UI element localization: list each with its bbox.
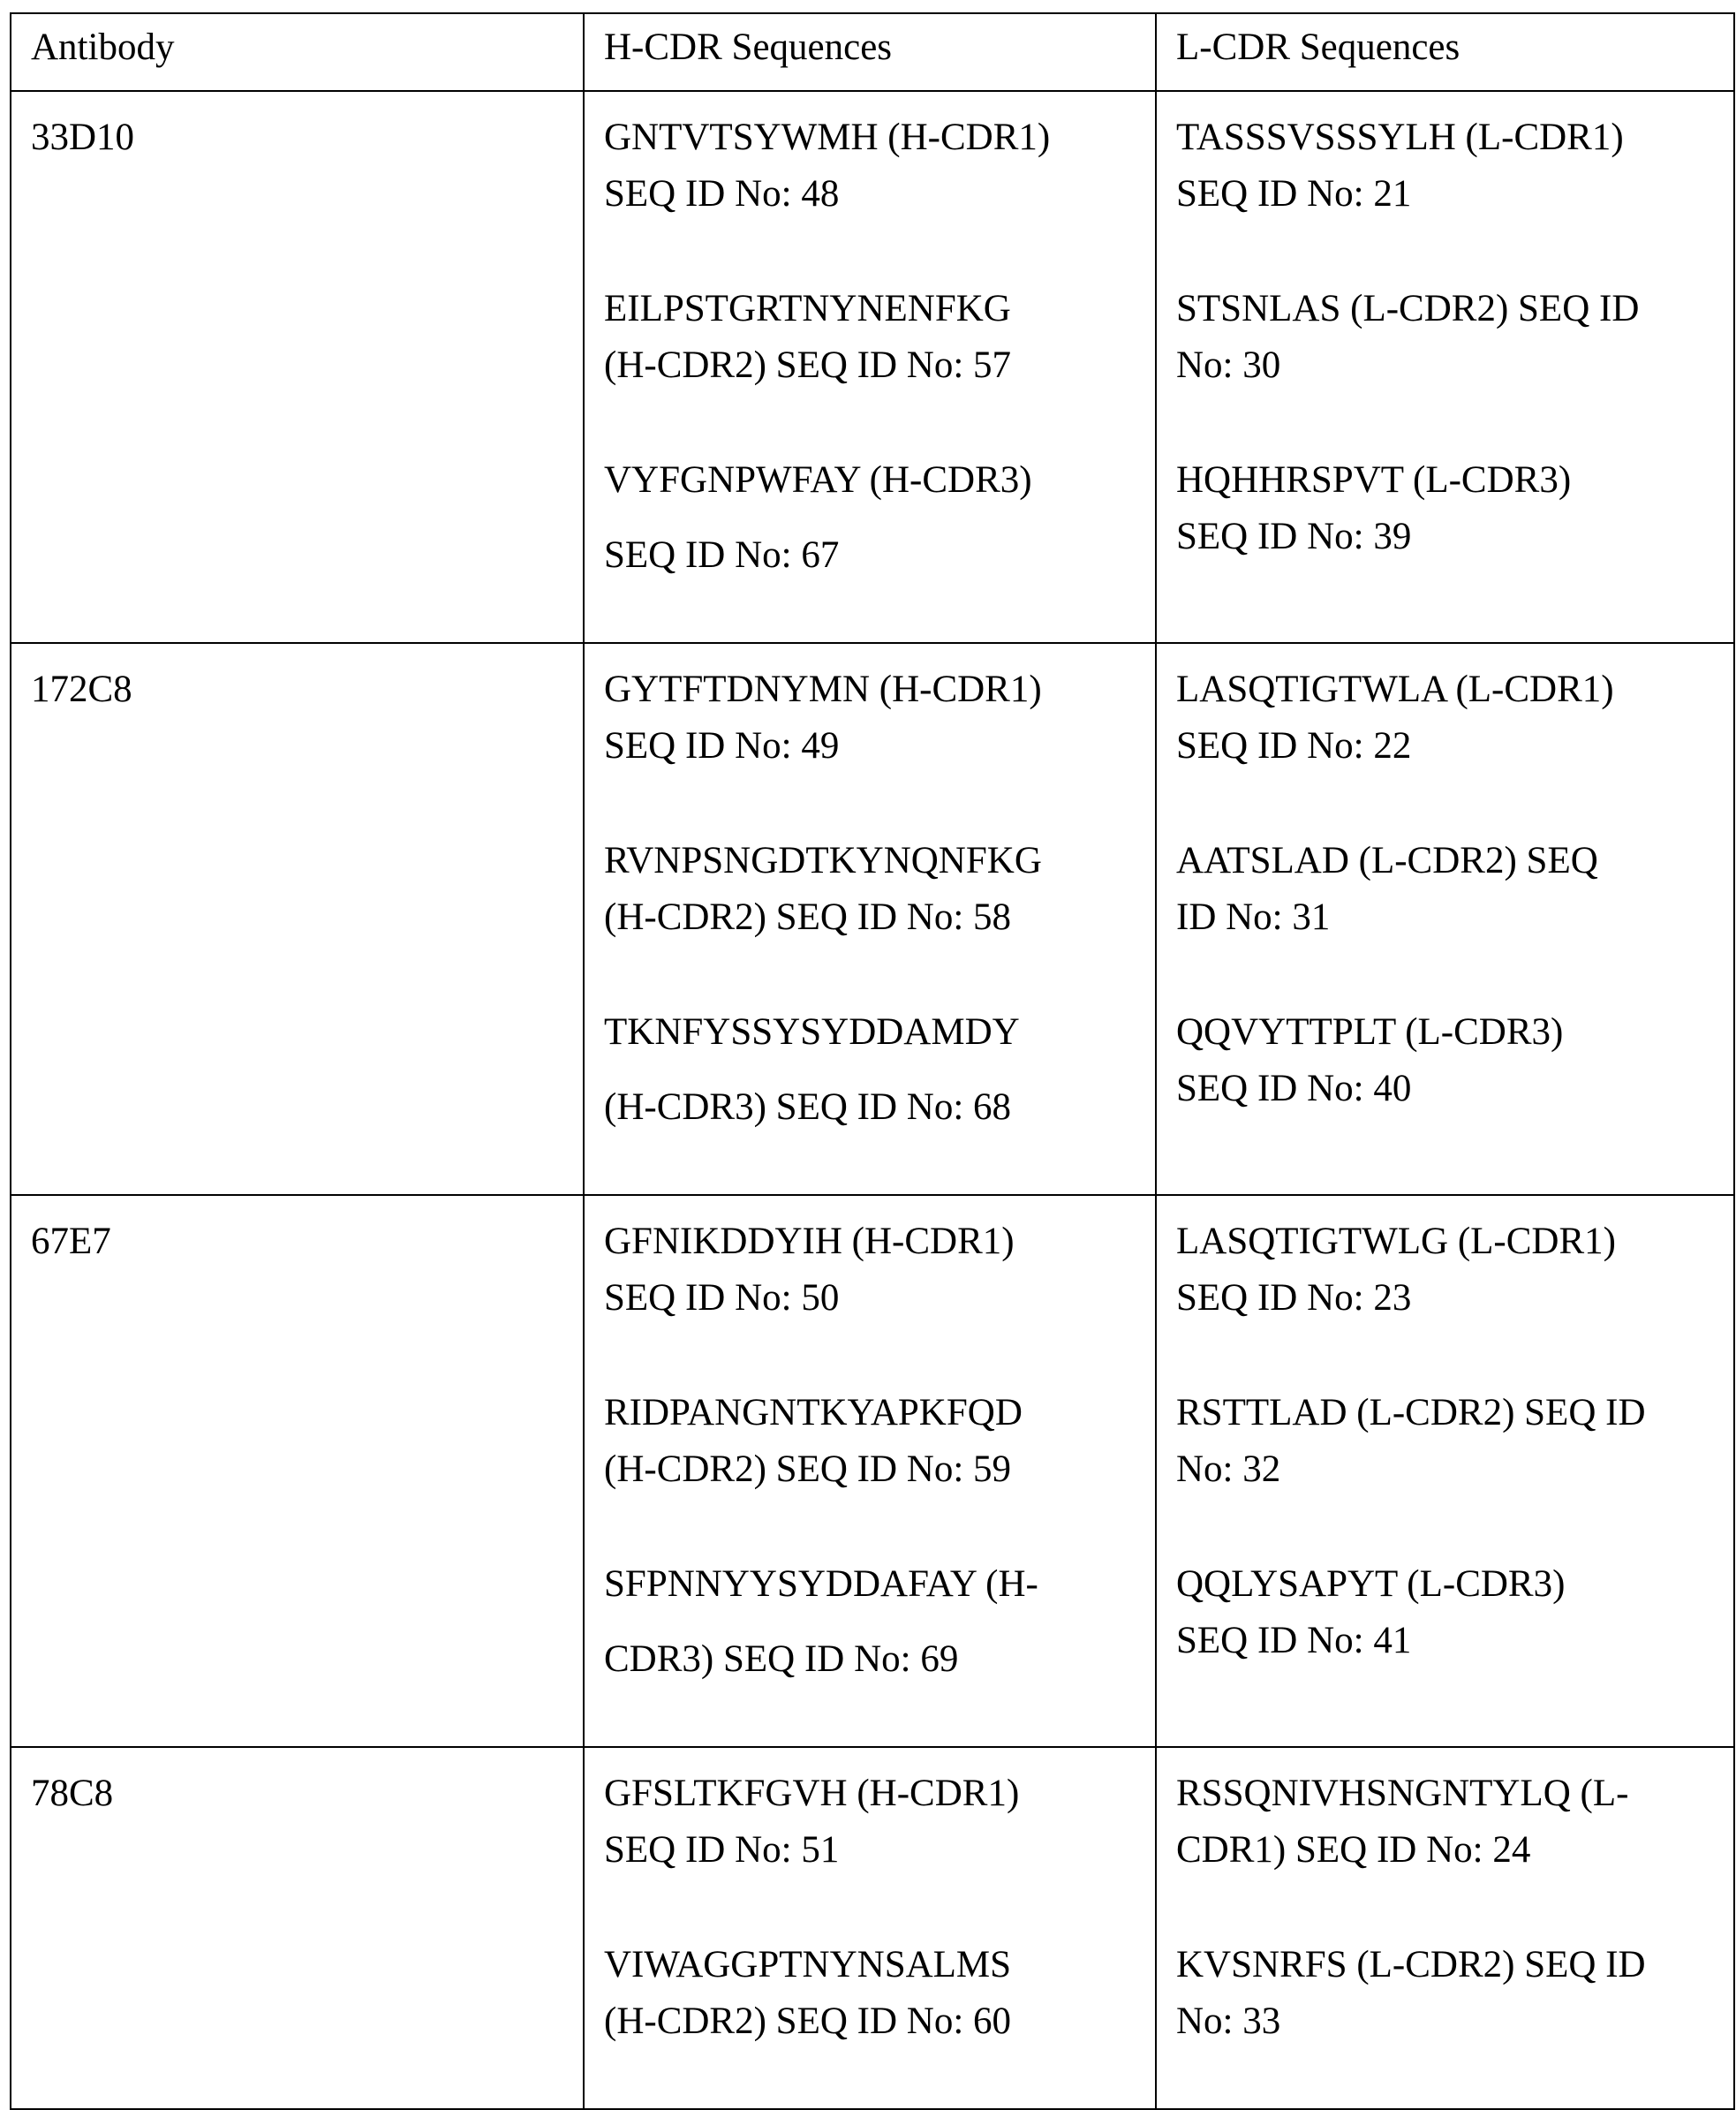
cdr-line: SEQ ID No: 23: [1176, 1270, 1733, 1327]
cdr-entry: [1176, 1004, 1733, 1117]
cdr-line: SEQ ID No: 67: [604, 527, 1155, 584]
cdr-line: No: 30: [1176, 337, 1733, 394]
cdr-entry: [604, 110, 1155, 223]
cdr-line: CDR3) SEQ ID No: 69: [604, 1631, 1155, 1688]
table-row: [11, 1747, 1734, 2109]
cdr-line: EILPSTGRTNYNENFKG: [604, 281, 1155, 337]
cdr-line: RIDPANGNTKYAPKFQD: [604, 1385, 1155, 1441]
cdr-entry: [1176, 110, 1733, 223]
cdr-line: VYFGNPWFAY (H-CDR3): [604, 452, 1155, 509]
cdr-line: RVNPSNGDTKYNQNFKG: [604, 833, 1155, 889]
l-cdr-cell: [1156, 1195, 1734, 1747]
cdr-line: SEQ ID No: 41: [1176, 1613, 1733, 1669]
cdr-entry: [1176, 281, 1733, 394]
cdr-line: SEQ ID No: 40: [1176, 1061, 1733, 1117]
cdr-entry: [1176, 1385, 1733, 1498]
cdr-line: (H-CDR3) SEQ ID No: 68: [604, 1079, 1155, 1136]
cdr-line: TASSSVSSSYLH (L-CDR1): [1176, 110, 1733, 166]
cdr-line: (H-CDR2) SEQ ID No: 58: [604, 889, 1155, 946]
l-cdr-cell: [1156, 643, 1734, 1195]
cdr-line: SEQ ID No: 39: [1176, 509, 1733, 565]
cdr-line: GFSLTKFGVH (H-CDR1): [604, 1766, 1155, 1822]
cdr-line: RSSQNIVHSNGNTYLQ (L-: [1176, 1766, 1733, 1822]
cdr-entry: [1176, 833, 1733, 946]
cdr-line: LASQTIGTWLG (L-CDR1): [1176, 1214, 1733, 1270]
cdr-line: RSTTLAD (L-CDR2) SEQ ID: [1176, 1385, 1733, 1441]
cdr-entry: [1176, 1766, 1733, 1879]
cdr-line: KVSNRFS (L-CDR2) SEQ ID: [1176, 1937, 1733, 1993]
cdr-line: STSNLAS (L-CDR2) SEQ ID: [1176, 281, 1733, 337]
cdr-line: SEQ ID No: 48: [604, 166, 1155, 223]
cdr-sequence-table: [10, 12, 1735, 2110]
cdr-line: ID No: 31: [1176, 889, 1733, 946]
cdr-line: SEQ ID No: 22: [1176, 718, 1733, 775]
cdr-line: GNTVTSYWMH (H-CDR1): [604, 110, 1155, 166]
l-cdr-cell: [1156, 91, 1734, 643]
cdr-entry: [604, 1214, 1155, 1327]
cdr-line: SEQ ID No: 51: [604, 1822, 1155, 1879]
cdr-line: GYTFTDNYMN (H-CDR1): [604, 662, 1155, 718]
cdr-line: TKNFYSSYSYDDAMDY: [604, 1004, 1155, 1061]
antibody-name: 78C8: [11, 1747, 584, 2109]
h-cdr-cell: [584, 1747, 1156, 2109]
cdr-entry: [1176, 662, 1733, 775]
antibody-name: 33D10: [11, 91, 584, 643]
cdr-entry: [604, 1556, 1155, 1688]
cdr-line: CDR1) SEQ ID No: 24: [1176, 1822, 1733, 1879]
cdr-line: SEQ ID No: 50: [604, 1270, 1155, 1327]
cdr-entry: [604, 1385, 1155, 1498]
cdr-entry: [604, 1004, 1155, 1136]
cdr-line: QQLYSAPYT (L-CDR3): [1176, 1556, 1733, 1613]
cdr-entry: [1176, 452, 1733, 565]
h-cdr-cell: [584, 643, 1156, 1195]
table-row: [11, 91, 1734, 643]
antibody-name: 172C8: [11, 643, 584, 1195]
cdr-line: SEQ ID No: 21: [1176, 166, 1733, 223]
cdr-line: LASQTIGTWLA (L-CDR1): [1176, 662, 1733, 718]
cdr-line: SEQ ID No: 49: [604, 718, 1155, 775]
header-l-cdr: L-CDR Sequences: [1156, 13, 1734, 91]
cdr-line: No: 32: [1176, 1441, 1733, 1498]
l-cdr-cell: [1156, 1747, 1734, 2109]
cdr-line: (H-CDR2) SEQ ID No: 60: [604, 1993, 1155, 2050]
cdr-entry: [604, 281, 1155, 394]
cdr-entry: [604, 833, 1155, 946]
cdr-line: GFNIKDDYIH (H-CDR1): [604, 1214, 1155, 1270]
cdr-line: HQHHRSPVT (L-CDR3): [1176, 452, 1733, 509]
cdr-line: VIWAGGPTNYNSALMS: [604, 1937, 1155, 1993]
cdr-entry: [1176, 1937, 1733, 2050]
cdr-line: SFPNNYYSYDDAFAY (H-: [604, 1556, 1155, 1613]
cdr-entry: [604, 662, 1155, 775]
table-row: [11, 1195, 1734, 1747]
cdr-entry: [1176, 1214, 1733, 1327]
cdr-line: No: 33: [1176, 1993, 1733, 2050]
cdr-line: (H-CDR2) SEQ ID No: 57: [604, 337, 1155, 394]
cdr-line: AATSLAD (L-CDR2) SEQ: [1176, 833, 1733, 889]
header-antibody: Antibody: [11, 13, 584, 91]
h-cdr-cell: [584, 1195, 1156, 1747]
antibody-name: 67E7: [11, 1195, 584, 1747]
cdr-entry: [604, 1766, 1155, 1879]
table-row: [11, 643, 1734, 1195]
cdr-entry: [1176, 1556, 1733, 1669]
cdr-line: QQVYTTPLT (L-CDR3): [1176, 1004, 1733, 1061]
header-row: [11, 13, 1734, 91]
cdr-entry: [604, 452, 1155, 584]
h-cdr-cell: [584, 91, 1156, 643]
cdr-entry: [604, 1937, 1155, 2050]
cdr-line: (H-CDR2) SEQ ID No: 59: [604, 1441, 1155, 1498]
header-h-cdr: H-CDR Sequences: [584, 13, 1156, 91]
